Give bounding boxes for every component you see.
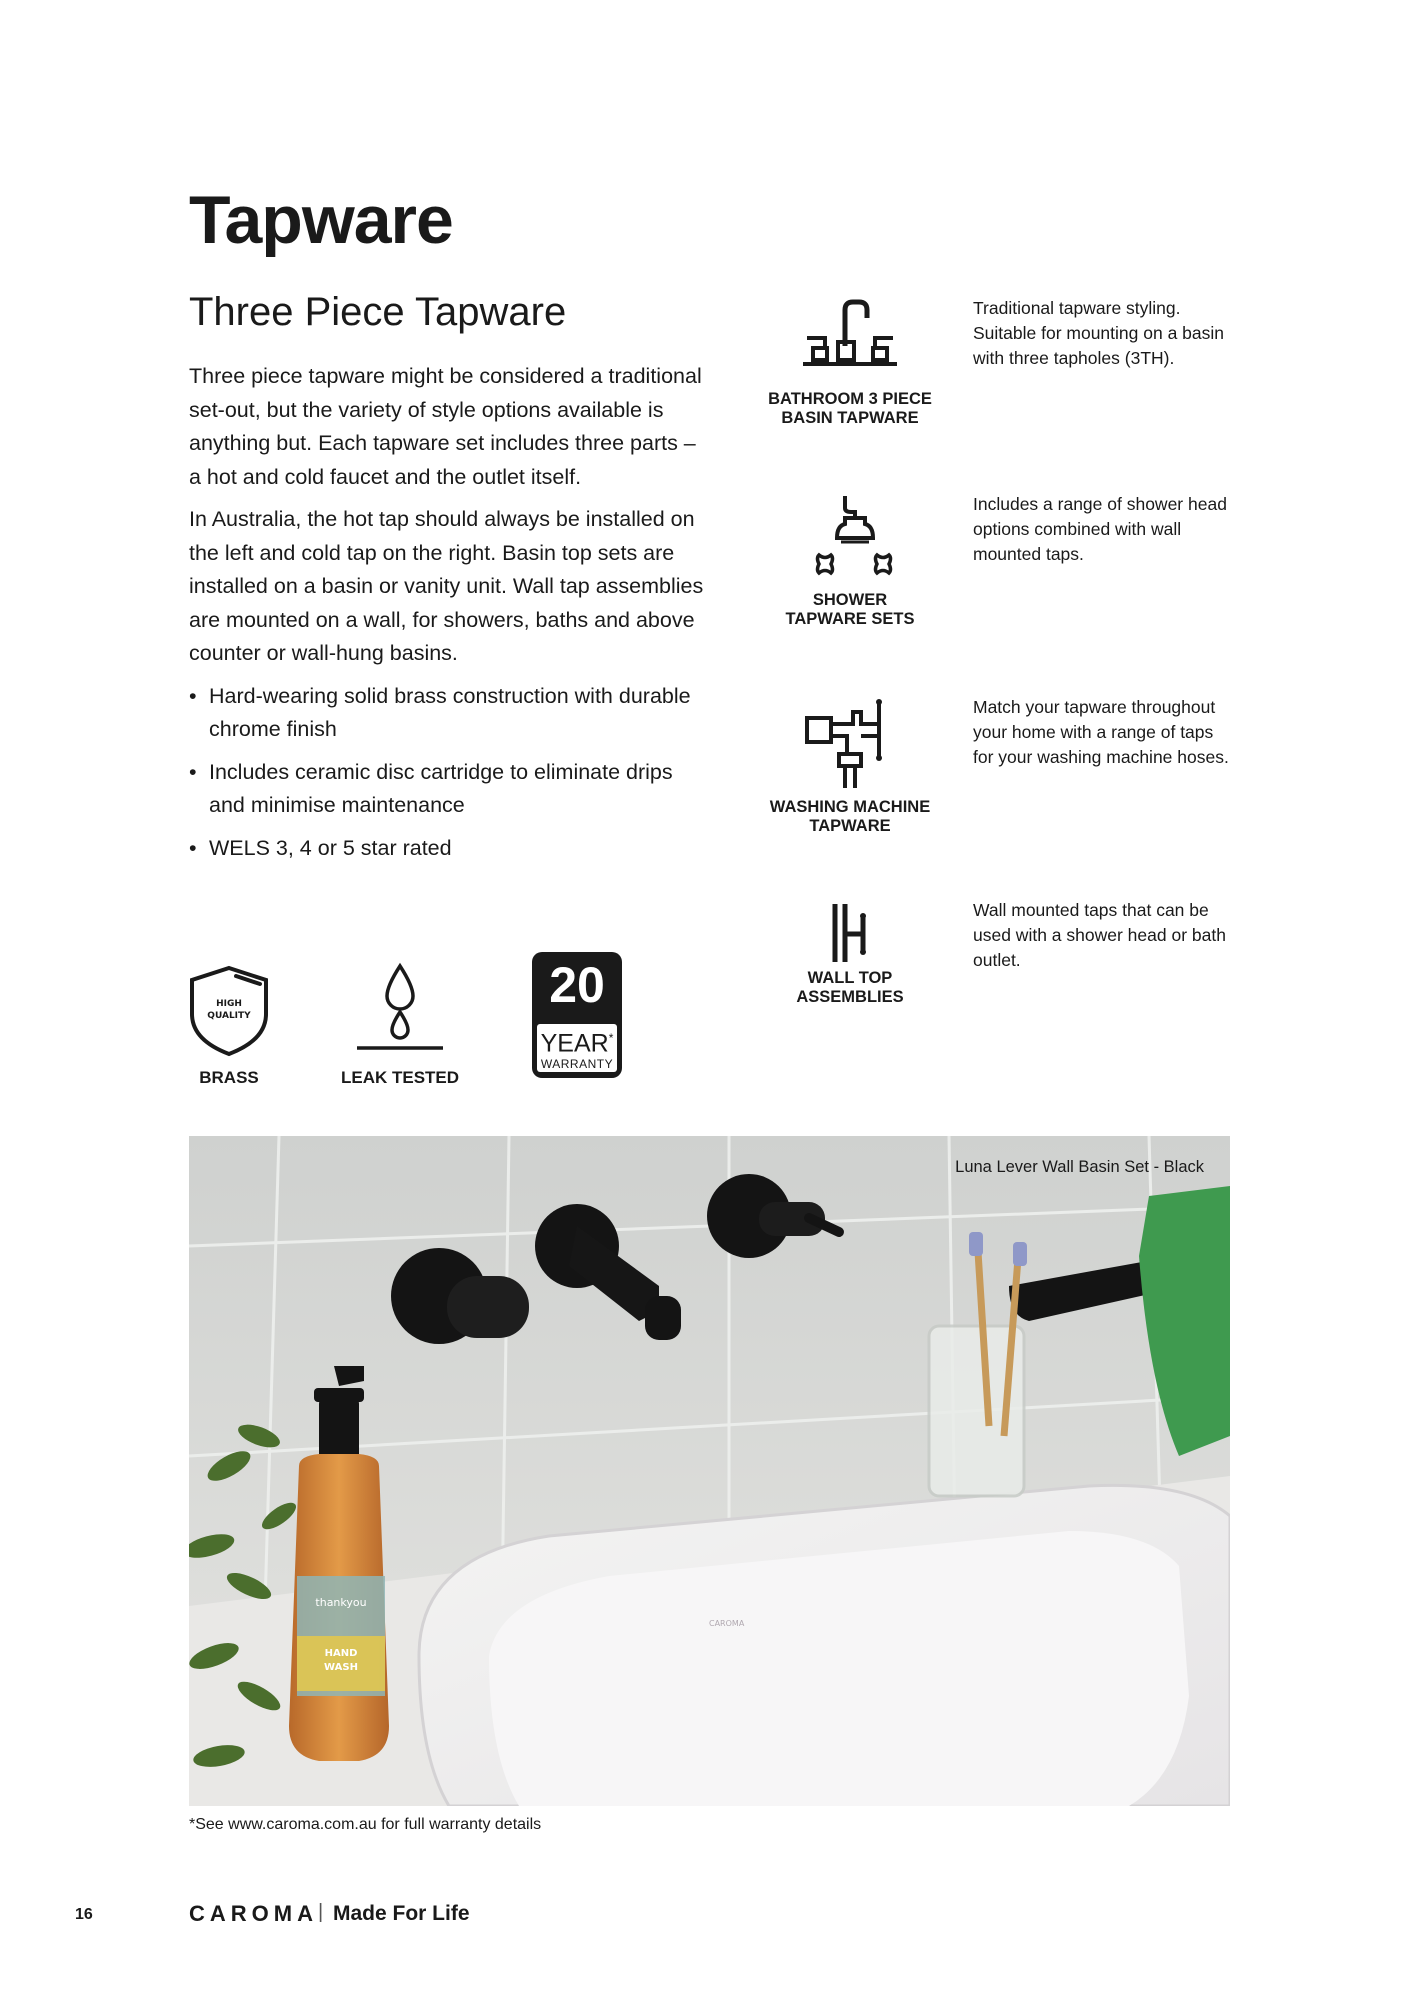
feature-label-line2: TAPWARE <box>809 817 891 835</box>
feature-label-line1: SHOWER <box>812 591 888 609</box>
feature-label-line1: BATHROOM 3 PIECE <box>768 390 932 408</box>
feature-label <box>740 591 960 629</box>
warranty-year: YEAR <box>540 1029 609 1058</box>
page-title: Tapware <box>189 182 453 258</box>
feature-label-line2: TAPWARE SETS <box>785 610 915 628</box>
paragraph: Three piece tapware might be considered a traditional set-out, but the variety of style options available is anything but. Each tapware set includes three parts – a hot and cold faucet and the outlet itself. <box>189 364 702 489</box>
feature-label <box>740 798 960 836</box>
feature-label <box>740 390 960 428</box>
photo-caption: Luna Lever Wall Basin Set - Black <box>955 1158 1204 1176</box>
warranty-number: 20 <box>549 957 605 1013</box>
leak-tested-badge <box>335 962 465 1092</box>
leak-tested-label: LEAK TESTED <box>340 1068 460 1087</box>
brand-logo: CAROMA <box>189 1901 318 1926</box>
bottle-label-hand: HAND <box>324 1648 358 1659</box>
feature-description: Match your tapware throughout your home with a range of taps for your washing machine hoses. <box>973 697 1229 767</box>
feature-label-line2: ASSEMBLIES <box>796 988 904 1006</box>
product-photo <box>189 1136 1230 1806</box>
warranty-asterisk: * <box>608 1031 614 1045</box>
bathroom-scene-illustration <box>189 1136 1230 1806</box>
bullet-item: • Includes ceramic disc cartridge to eliminate drips and minimise maintenance <box>189 756 709 823</box>
footer-separator: | <box>318 1901 324 1923</box>
bullet-item: • Hard-wearing solid brass construction with durable chrome finish <box>189 680 709 747</box>
shield-text-quality: QUALITY <box>207 1011 251 1021</box>
warranty-inner-box <box>537 1024 617 1072</box>
basin-brand-mark: CAROMA <box>709 1619 745 1628</box>
washing-machine-tap-icon <box>795 698 905 790</box>
feature-3-piece-basin <box>740 296 960 436</box>
feature-bullet-list <box>189 680 709 866</box>
feature-label-line2: BASIN TAPWARE <box>781 409 919 427</box>
bottle-label-brand: thankyou <box>315 1596 367 1609</box>
feature-description: Traditional tapware styling. Suitable for mounting on a basin with three tapholes (3TH). <box>973 298 1224 368</box>
warranty-word: WARRANTY <box>540 1057 614 1072</box>
feature-label-line1: WASHING MACHINE <box>769 798 931 816</box>
high-quality-shield-icon <box>174 962 284 1058</box>
feature-shower <box>740 496 960 636</box>
feature-label <box>740 969 960 1007</box>
page-number: 16 <box>75 1906 93 1923</box>
body-text <box>189 360 709 874</box>
shower-head-icon <box>795 496 905 582</box>
warranty-badge <box>532 952 622 1078</box>
brand-tagline: Made For Life <box>333 1902 470 1925</box>
brass-label: BRASS <box>199 1068 259 1087</box>
water-drops-icon <box>335 962 465 1058</box>
wall-top-assembly-icon <box>795 902 905 964</box>
feature-washing-machine <box>740 698 960 838</box>
brass-badge <box>174 962 284 1092</box>
section-subtitle: Three Piece Tapware <box>189 290 567 334</box>
paragraph: In Australia, the hot tap should always be installed on the left and cold tap on the right. Basin top sets are installed on a basin or vanity unit. Wall tap assemblies are mounted on a wall, for showers, baths and above counter or wall-hung basins. <box>189 507 704 665</box>
feature-wall-top <box>740 902 960 1022</box>
warranty-footnote: *See www.caroma.com.au for full warranty details <box>189 1816 542 1833</box>
warranty-year-line <box>537 1024 617 1057</box>
shield-text-high: HIGH <box>216 999 242 1009</box>
bullet-item: • WELS 3, 4 or 5 star rated <box>189 832 709 866</box>
feature-description: Includes a range of shower head options combined with wall mounted taps. <box>973 494 1227 564</box>
feature-label-line1: WALL TOP <box>807 969 893 987</box>
feature-description: Wall mounted taps that can be used with a shower head or bath outlet. <box>973 900 1226 970</box>
three-piece-basin-tap-icon <box>795 296 905 372</box>
bottle-label-wash: WASH <box>324 1662 358 1673</box>
